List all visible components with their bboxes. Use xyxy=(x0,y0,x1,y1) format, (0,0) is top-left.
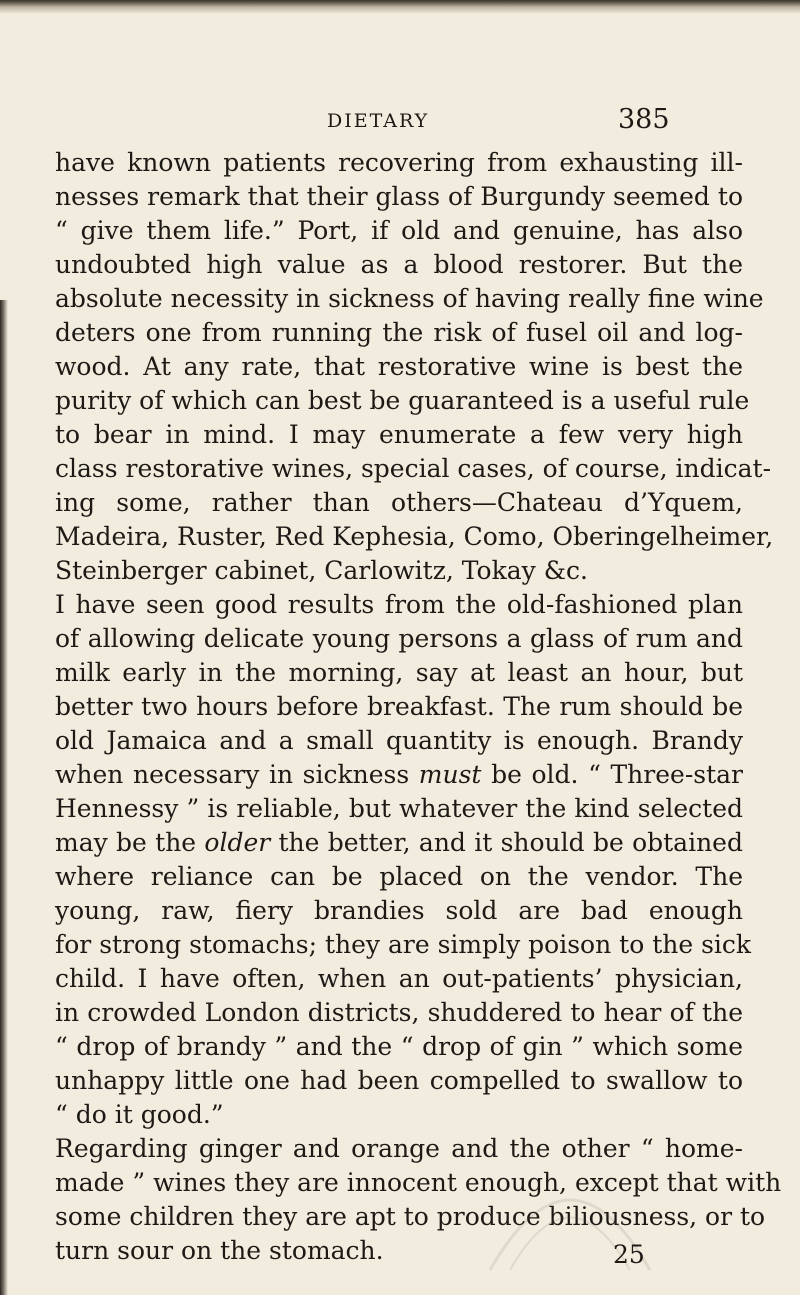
text-line: may be the older the better, and it should be obtained xyxy=(55,828,743,857)
text-line: better two hours before breakfast. The rum should be xyxy=(55,692,743,721)
text-line: child. I have often, when an out-patients’ physician, xyxy=(55,964,743,993)
text-line: ing some, rather than others—Chateau d’Yquem, xyxy=(55,488,743,517)
text-line: unhappy little one had been compelled to swallow to xyxy=(55,1066,743,1095)
text-line: for strong stomachs; they are simply poison to the sick xyxy=(55,930,752,959)
text-line: nesses remark that their glass of Burgundy seemed to xyxy=(55,182,743,211)
text-line: Regarding ginger and orange and the other “ home- xyxy=(55,1134,743,1163)
page-number: 385 xyxy=(618,104,670,135)
signature-mark: 25 xyxy=(613,1240,645,1269)
text-line: wood. At any rate, that restorative wine is best the xyxy=(55,352,743,381)
page-header xyxy=(0,104,800,138)
running-head: DIETARY xyxy=(327,110,430,132)
italic-word: must xyxy=(418,760,482,789)
page-left-edge xyxy=(0,300,8,1295)
text-line: to bear in mind. I may enumerate a few very high xyxy=(55,420,743,449)
text-line: Madeira, Ruster, Red Kephesia, Como, Oberingelheimer, xyxy=(55,522,774,551)
text-line: “ do it good.” xyxy=(55,1100,224,1129)
text-line: milk early in the morning, say at least an hour, but xyxy=(55,658,743,687)
text-line: absolute necessity in sickness of having really fine wine xyxy=(55,284,764,313)
text-line: Hennessy ” is reliable, but whatever the kind selected xyxy=(55,794,743,823)
text-line: I have seen good results from the old-fashioned plan xyxy=(55,590,743,619)
text-line: deters one from running the risk of fusel oil and log- xyxy=(55,318,743,347)
text-line: undoubted high value as a blood restorer. But the xyxy=(55,250,743,279)
text-line: some children they are apt to produce biliousness, or to xyxy=(55,1202,766,1231)
italic-word: older xyxy=(204,828,271,857)
text-line: purity of which can best be guaranteed is a useful rule xyxy=(55,386,750,415)
text-line: “ give them life.” Port, if old and genuine, has also xyxy=(55,216,743,245)
text-line: of allowing delicate young persons a glass of rum and xyxy=(55,624,743,653)
text-line: class restorative wines, special cases, of course, indicat- xyxy=(55,454,772,483)
text-line: made ” wines they are innocent enough, except that with xyxy=(55,1168,782,1197)
text-line: turn sour on the stomach. xyxy=(55,1236,384,1265)
text-line: where reliance can be placed on the vendor. The xyxy=(55,862,743,891)
text-line: in crowded London districts, shuddered to hear of the xyxy=(55,998,743,1027)
text-line: Steinberger cabinet, Carlowitz, Tokay &c. xyxy=(55,556,588,585)
page-top-shadow xyxy=(0,0,800,14)
text-line: when necessary in sickness must be old. “ Three-star xyxy=(55,760,743,789)
text-line: “ drop of brandy ” and the “ drop of gin ” which some xyxy=(55,1032,743,1061)
text-line: have known patients recovering from exhausting ill- xyxy=(55,148,743,177)
text-line: old Jamaica and a small quantity is enough. Brandy xyxy=(55,726,743,755)
text-line: young, raw, fiery brandies sold are bad enough xyxy=(55,896,743,925)
